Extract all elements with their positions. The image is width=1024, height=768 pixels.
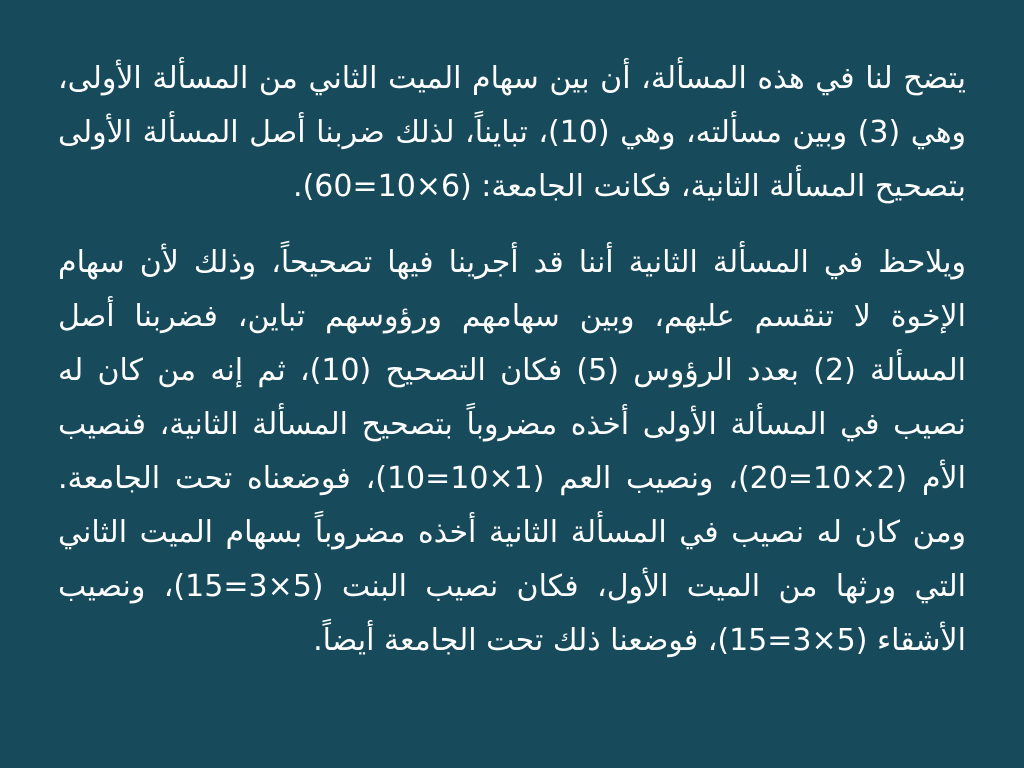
paragraph-2: ويلاحظ في المسألة الثانية أننا قد أجرينا فيها تصحيحاً، وذلك لأن سهام الإخوة لا تنقسم عليهم، وبين سهامهم ورؤوسهم تباين، فضربنا أصل المسألة (2) بعدد الرؤوس (5) فكان التصحيح (10)، ثم إنه من كان له نصيب في المسألة الأولى أخذه مضروباً بتصحيح المسألة الثانية، فنصيب الأم (2×10=20)، ونصيب العم (1×10=10)، فوضعناه تحت الجامعة. ومن كان له نصيب في المسألة الثانية أخذه مضروباً بسهام الميت الثاني التي ورثها من الميت الأول، فكان نصيب البنت (5×3=15)، ونصيب الأشقاء (5×3=15)، فوضعنا ذلك تحت الجامعة أيضاً. [58,245,966,658]
paragraph-1: يتضح لنا في هذه المسألة، أن بين سهام الميت الثاني من المسألة الأولى، وهي (3) وبين مسألته، وهي (10)، تبايناً، لذلك ضربنا أصل المسألة الأولى بتصحيح المسألة الثانية، فكانت الجامعة: (6×10=60). [58,61,967,204]
